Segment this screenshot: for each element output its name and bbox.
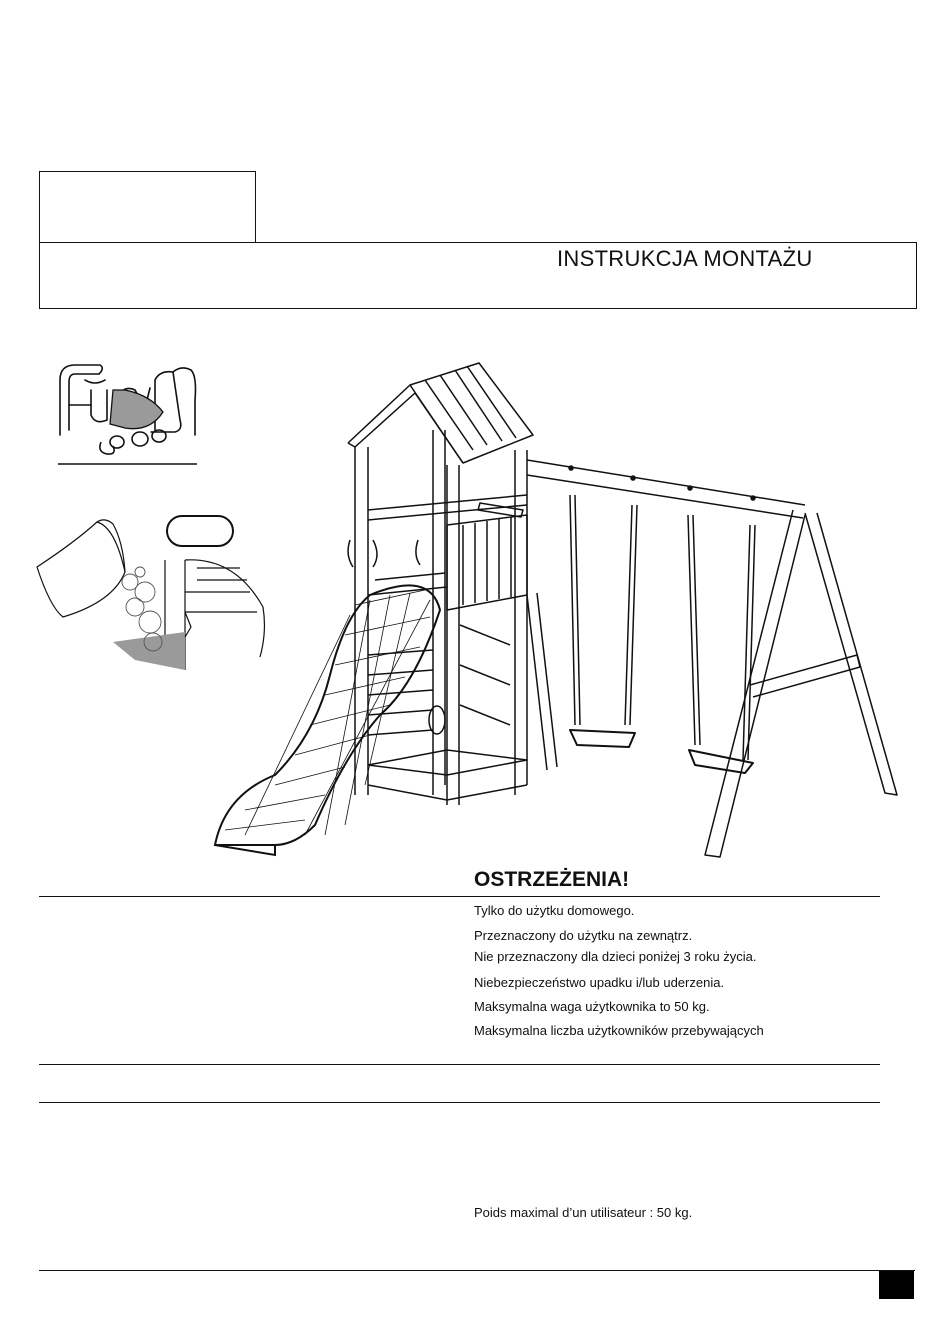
fungoo-logo-icon <box>55 360 200 470</box>
warning-line-1: Tylko do użytku domowego. <box>474 903 635 918</box>
warning-line-5: Maksymalna waga użytkownika to 50 kg. <box>474 999 710 1014</box>
divider-warnings-top <box>39 896 880 897</box>
weight-note: Poids maximal d’un utilisateur : 50 kg. <box>474 1205 693 1220</box>
footer-divider <box>39 1270 915 1271</box>
divider-middle-1 <box>39 1064 880 1065</box>
divider-middle-2 <box>39 1102 880 1103</box>
header-label-box <box>39 171 256 243</box>
warning-line-6: Maksymalna liczba użytkowników przebywających <box>474 1023 764 1038</box>
page-title: INSTRUKCJA MONTAŻU <box>557 246 813 271</box>
warning-line-3: Nie przeznaczony dla dzieci poniżej 3 roku życia. <box>474 949 757 964</box>
page-number-box <box>879 1271 914 1299</box>
warnings-heading: OSTRZEŻENIA! <box>474 868 630 891</box>
warning-line-2: Przeznaczony do użytku na zewnątrz. <box>474 928 693 943</box>
warning-line-4: Niebezpieczeństwo upadku i/lub uderzenia. <box>474 975 725 990</box>
playset-drawing <box>205 355 910 860</box>
